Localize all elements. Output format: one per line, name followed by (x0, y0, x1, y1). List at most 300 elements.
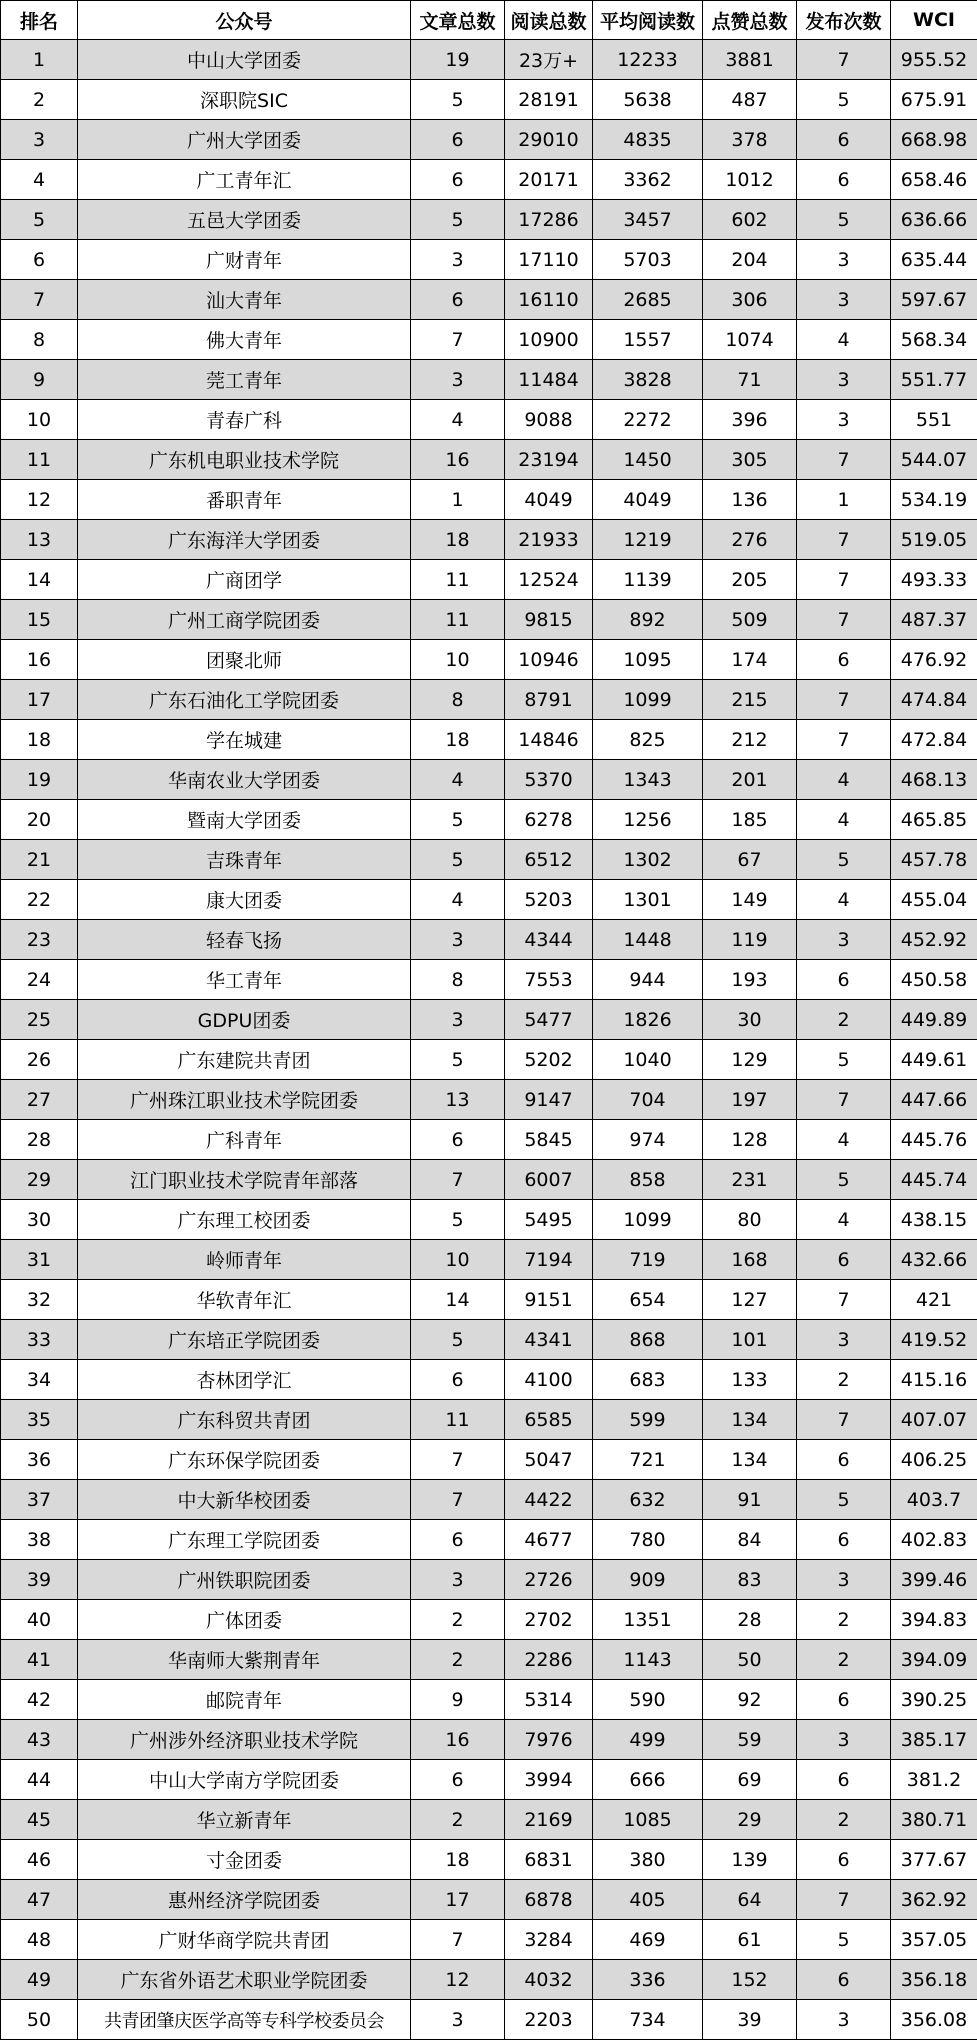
account-name-cell: 广商团学 (78, 560, 411, 600)
account-name-cell: 莞工青年 (78, 360, 411, 400)
average-reads-cell: 909 (593, 1560, 703, 1600)
total-likes-cell: 378 (703, 120, 797, 160)
rank-cell: 31 (1, 1240, 78, 1280)
article-count-cell: 5 (411, 840, 505, 880)
table-row (1, 1560, 977, 1600)
account-name-cell: 邮院青年 (78, 1680, 411, 1720)
publish-count-cell: 7 (797, 560, 891, 600)
wci-cell: 407.07 (891, 1400, 977, 1440)
rank-cell: 43 (1, 1720, 78, 1760)
average-reads-cell: 1450 (593, 440, 703, 480)
wci-cell: 476.92 (891, 640, 977, 680)
account-name-cell: 番职青年 (78, 480, 411, 520)
article-count-cell: 7 (411, 1920, 505, 1960)
article-count-cell: 3 (411, 1560, 505, 1600)
rank-cell: 49 (1, 1960, 78, 2000)
average-reads-cell: 825 (593, 720, 703, 760)
wci-cell: 399.46 (891, 1560, 977, 1600)
average-reads-cell: 3828 (593, 360, 703, 400)
table-row (1, 880, 977, 920)
article-count-cell: 9 (411, 1680, 505, 1720)
account-name-cell: 华南农业大学团委 (78, 760, 411, 800)
wci-cell: 450.58 (891, 960, 977, 1000)
header-row (1, 1, 977, 40)
table-row (1, 1320, 977, 1360)
total-likes-cell: 69 (703, 1760, 797, 1800)
rank-cell: 36 (1, 1440, 78, 1480)
table-row (1, 1720, 977, 1760)
account-name-cell: 康大团委 (78, 880, 411, 920)
article-count-cell: 17 (411, 1880, 505, 1920)
total-reads-cell: 10900 (505, 320, 593, 360)
table-row (1, 760, 977, 800)
table-row (1, 600, 977, 640)
article-count-cell: 14 (411, 1280, 505, 1320)
article-count-cell: 5 (411, 1200, 505, 1240)
table-row (1, 40, 977, 80)
average-reads-cell: 1826 (593, 1000, 703, 1040)
account-name-cell: 广东机电职业技术学院 (78, 440, 411, 480)
average-reads-cell: 3362 (593, 160, 703, 200)
total-reads-cell: 4344 (505, 920, 593, 960)
total-reads-cell: 5477 (505, 1000, 593, 1040)
wci-cell: 465.85 (891, 800, 977, 840)
wci-cell: 493.33 (891, 560, 977, 600)
average-reads-cell: 336 (593, 1960, 703, 2000)
publish-count-cell: 3 (797, 240, 891, 280)
article-count-cell: 7 (411, 1440, 505, 1480)
total-reads-cell: 2203 (505, 2000, 593, 2040)
rank-cell: 2 (1, 80, 78, 120)
wci-cell: 597.67 (891, 280, 977, 320)
article-count-cell: 6 (411, 160, 505, 200)
total-reads-cell: 4341 (505, 1320, 593, 1360)
account-name-cell: 五邑大学团委 (78, 200, 411, 240)
average-reads-cell: 1085 (593, 1800, 703, 1840)
wci-cell: 415.16 (891, 1360, 977, 1400)
total-likes-cell: 149 (703, 880, 797, 920)
article-count-cell: 4 (411, 760, 505, 800)
account-name-cell: 中山大学团委 (78, 40, 411, 80)
publish-count-cell: 6 (797, 1240, 891, 1280)
article-count-cell: 6 (411, 1760, 505, 1800)
total-likes-cell: 204 (703, 240, 797, 280)
header-wci: WCI (891, 1, 977, 40)
average-reads-cell: 1351 (593, 1600, 703, 1640)
article-count-cell: 8 (411, 680, 505, 720)
total-likes-cell: 83 (703, 1560, 797, 1600)
total-likes-cell: 92 (703, 1680, 797, 1720)
table-row (1, 1680, 977, 1720)
total-reads-cell: 23194 (505, 440, 593, 480)
total-likes-cell: 91 (703, 1480, 797, 1520)
total-reads-cell: 6512 (505, 840, 593, 880)
publish-count-cell: 4 (797, 760, 891, 800)
wci-cell: 544.07 (891, 440, 977, 480)
article-count-cell: 11 (411, 560, 505, 600)
average-reads-cell: 666 (593, 1760, 703, 1800)
rank-cell: 37 (1, 1480, 78, 1520)
table-row (1, 280, 977, 320)
rank-cell: 45 (1, 1800, 78, 1840)
table-row (1, 160, 977, 200)
wci-cell: 551.77 (891, 360, 977, 400)
wci-cell: 357.05 (891, 1920, 977, 1960)
rank-cell: 17 (1, 680, 78, 720)
table-row (1, 200, 977, 240)
account-name-cell: 广东海洋大学团委 (78, 520, 411, 560)
table-row (1, 80, 977, 120)
publish-count-cell: 7 (797, 1280, 891, 1320)
publish-count-cell: 6 (797, 1840, 891, 1880)
rank-cell: 38 (1, 1520, 78, 1560)
account-name-cell: 中山大学南方学院团委 (78, 1760, 411, 1800)
wci-cell: 568.34 (891, 320, 977, 360)
wci-cell: 487.37 (891, 600, 977, 640)
rank-cell: 6 (1, 240, 78, 280)
total-likes-cell: 67 (703, 840, 797, 880)
total-likes-cell: 133 (703, 1360, 797, 1400)
account-name-cell: 江门职业技术学院青年部落 (78, 1160, 411, 1200)
total-likes-cell: 193 (703, 960, 797, 1000)
rank-cell: 44 (1, 1760, 78, 1800)
header-total-likes: 点赞总数 (703, 1, 797, 40)
total-reads-cell: 6831 (505, 1840, 593, 1880)
wci-cell: 472.84 (891, 720, 977, 760)
total-reads-cell: 16110 (505, 280, 593, 320)
account-name-cell: 广财青年 (78, 240, 411, 280)
rank-cell: 47 (1, 1880, 78, 1920)
total-likes-cell: 134 (703, 1440, 797, 1480)
average-reads-cell: 719 (593, 1240, 703, 1280)
wci-cell: 658.46 (891, 160, 977, 200)
article-count-cell: 2 (411, 1600, 505, 1640)
total-likes-cell: 197 (703, 1080, 797, 1120)
average-reads-cell: 892 (593, 600, 703, 640)
account-name-cell: 汕大青年 (78, 280, 411, 320)
account-name-cell: 广东建院共青团 (78, 1040, 411, 1080)
publish-count-cell: 7 (797, 680, 891, 720)
wci-cell: 449.89 (891, 1000, 977, 1040)
total-reads-cell: 7976 (505, 1720, 593, 1760)
article-count-cell: 13 (411, 1080, 505, 1120)
account-name-cell: 广州铁职院团委 (78, 1560, 411, 1600)
account-name-cell: 广州涉外经济职业技术学院 (78, 1720, 411, 1760)
total-reads-cell: 2286 (505, 1640, 593, 1680)
average-reads-cell: 1219 (593, 520, 703, 560)
total-reads-cell: 9147 (505, 1080, 593, 1120)
total-likes-cell: 134 (703, 1400, 797, 1440)
rank-cell: 34 (1, 1360, 78, 1400)
average-reads-cell: 704 (593, 1080, 703, 1120)
total-likes-cell: 71 (703, 360, 797, 400)
average-reads-cell: 632 (593, 1480, 703, 1520)
account-name-cell: 广东培正学院团委 (78, 1320, 411, 1360)
publish-count-cell: 6 (797, 640, 891, 680)
total-likes-cell: 602 (703, 200, 797, 240)
rank-cell: 39 (1, 1560, 78, 1600)
rank-cell: 41 (1, 1640, 78, 1680)
average-reads-cell: 1343 (593, 760, 703, 800)
header-article-count: 文章总数 (411, 1, 505, 40)
wci-cell: 394.83 (891, 1600, 977, 1640)
average-reads-cell: 1099 (593, 1200, 703, 1240)
rank-cell: 40 (1, 1600, 78, 1640)
wci-cell: 356.18 (891, 1960, 977, 2000)
total-reads-cell: 5314 (505, 1680, 593, 1720)
total-reads-cell: 4677 (505, 1520, 593, 1560)
publish-count-cell: 3 (797, 400, 891, 440)
publish-count-cell: 2 (797, 1000, 891, 1040)
account-name-cell: GDPU团委 (78, 1000, 411, 1040)
wci-cell: 551 (891, 400, 977, 440)
total-reads-cell: 17286 (505, 200, 593, 240)
table-row (1, 840, 977, 880)
publish-count-cell: 7 (797, 1880, 891, 1920)
table-row (1, 1520, 977, 1560)
wci-cell: 675.91 (891, 80, 977, 120)
total-reads-cell: 20171 (505, 160, 593, 200)
publish-count-cell: 4 (797, 1200, 891, 1240)
account-name-cell: 中大新华校团委 (78, 1480, 411, 1520)
table-row (1, 1120, 977, 1160)
rank-cell: 13 (1, 520, 78, 560)
total-likes-cell: 201 (703, 760, 797, 800)
account-name-cell: 惠州经济学院团委 (78, 1880, 411, 1920)
article-count-cell: 3 (411, 360, 505, 400)
total-reads-cell: 4422 (505, 1480, 593, 1520)
rank-cell: 7 (1, 280, 78, 320)
rank-cell: 42 (1, 1680, 78, 1720)
average-reads-cell: 1301 (593, 880, 703, 920)
total-likes-cell: 84 (703, 1520, 797, 1560)
account-name-cell: 广州大学团委 (78, 120, 411, 160)
total-reads-cell: 2726 (505, 1560, 593, 1600)
article-count-cell: 3 (411, 2000, 505, 2040)
header-rank: 排名 (1, 1, 78, 40)
wci-cell: 362.92 (891, 1880, 977, 1920)
article-count-cell: 2 (411, 1800, 505, 1840)
publish-count-cell: 7 (797, 1080, 891, 1120)
total-likes-cell: 28 (703, 1600, 797, 1640)
publish-count-cell: 5 (797, 200, 891, 240)
publish-count-cell: 7 (797, 40, 891, 80)
total-likes-cell: 168 (703, 1240, 797, 1280)
table-row (1, 1040, 977, 1080)
total-likes-cell: 3881 (703, 40, 797, 80)
rank-cell: 26 (1, 1040, 78, 1080)
wci-cell: 474.84 (891, 680, 977, 720)
total-reads-cell: 4100 (505, 1360, 593, 1400)
article-count-cell: 5 (411, 1320, 505, 1360)
total-reads-cell: 29010 (505, 120, 593, 160)
total-likes-cell: 1074 (703, 320, 797, 360)
total-likes-cell: 39 (703, 2000, 797, 2040)
total-likes-cell: 487 (703, 80, 797, 120)
header-average-reads: 平均阅读数 (593, 1, 703, 40)
average-reads-cell: 858 (593, 1160, 703, 1200)
total-likes-cell: 276 (703, 520, 797, 560)
article-count-cell: 6 (411, 1360, 505, 1400)
total-reads-cell: 8791 (505, 680, 593, 720)
total-reads-cell: 6585 (505, 1400, 593, 1440)
total-likes-cell: 185 (703, 800, 797, 840)
total-likes-cell: 127 (703, 1280, 797, 1320)
table-row (1, 1240, 977, 1280)
header-account: 公众号 (78, 1, 411, 40)
wci-cell: 406.25 (891, 1440, 977, 1480)
publish-count-cell: 7 (797, 1400, 891, 1440)
table-row (1, 1760, 977, 1800)
total-reads-cell: 7194 (505, 1240, 593, 1280)
rank-cell: 19 (1, 760, 78, 800)
total-likes-cell: 61 (703, 1920, 797, 1960)
publish-count-cell: 5 (797, 1920, 891, 1960)
average-reads-cell: 4835 (593, 120, 703, 160)
article-count-cell: 8 (411, 960, 505, 1000)
wci-cell: 394.09 (891, 1640, 977, 1680)
table-row (1, 520, 977, 560)
rank-cell: 29 (1, 1160, 78, 1200)
account-name-cell: 学在城建 (78, 720, 411, 760)
table-row (1, 920, 977, 960)
publish-count-cell: 5 (797, 1480, 891, 1520)
publish-count-cell: 3 (797, 2000, 891, 2040)
average-reads-cell: 734 (593, 2000, 703, 2040)
total-reads-cell: 5047 (505, 1440, 593, 1480)
account-name-cell: 广州工商学院团委 (78, 600, 411, 640)
total-likes-cell: 231 (703, 1160, 797, 1200)
rank-cell: 27 (1, 1080, 78, 1120)
total-reads-cell: 3994 (505, 1760, 593, 1800)
rank-cell: 8 (1, 320, 78, 360)
rank-cell: 14 (1, 560, 78, 600)
publish-count-cell: 6 (797, 1680, 891, 1720)
article-count-cell: 16 (411, 440, 505, 480)
account-name-cell: 华立新青年 (78, 1800, 411, 1840)
total-reads-cell: 14846 (505, 720, 593, 760)
total-likes-cell: 174 (703, 640, 797, 680)
wci-cell: 385.17 (891, 1720, 977, 1760)
total-reads-cell: 5370 (505, 760, 593, 800)
header-publish-count: 发布次数 (797, 1, 891, 40)
average-reads-cell: 2272 (593, 400, 703, 440)
account-name-cell: 广东环保学院团委 (78, 1440, 411, 1480)
article-count-cell: 6 (411, 1520, 505, 1560)
rank-cell: 23 (1, 920, 78, 960)
publish-count-cell: 3 (797, 280, 891, 320)
publish-count-cell: 1 (797, 480, 891, 520)
rank-cell: 25 (1, 1000, 78, 1040)
account-name-cell: 华软青年汇 (78, 1280, 411, 1320)
publish-count-cell: 4 (797, 800, 891, 840)
account-name-cell: 团聚北师 (78, 640, 411, 680)
article-count-cell: 5 (411, 200, 505, 240)
total-likes-cell: 29 (703, 1800, 797, 1840)
average-reads-cell: 1040 (593, 1040, 703, 1080)
total-likes-cell: 509 (703, 600, 797, 640)
article-count-cell: 6 (411, 280, 505, 320)
wci-cell: 534.19 (891, 480, 977, 520)
total-likes-cell: 139 (703, 1840, 797, 1880)
total-reads-cell: 28191 (505, 80, 593, 120)
average-reads-cell: 1256 (593, 800, 703, 840)
account-name-cell: 广东科贸共青团 (78, 1400, 411, 1440)
table-row (1, 360, 977, 400)
rank-cell: 12 (1, 480, 78, 520)
wci-cell: 452.92 (891, 920, 977, 960)
average-reads-cell: 944 (593, 960, 703, 1000)
article-count-cell: 6 (411, 1120, 505, 1160)
average-reads-cell: 1143 (593, 1640, 703, 1680)
account-name-cell: 寸金团委 (78, 1840, 411, 1880)
article-count-cell: 11 (411, 1400, 505, 1440)
account-name-cell: 华工青年 (78, 960, 411, 1000)
table-row (1, 1160, 977, 1200)
total-likes-cell: 119 (703, 920, 797, 960)
total-reads-cell: 12524 (505, 560, 593, 600)
article-count-cell: 18 (411, 520, 505, 560)
wci-cell: 445.76 (891, 1120, 977, 1160)
average-reads-cell: 654 (593, 1280, 703, 1320)
account-name-cell: 广东理工学院团委 (78, 1520, 411, 1560)
table-row (1, 720, 977, 760)
account-name-cell: 深职院SIC (78, 80, 411, 120)
article-count-cell: 5 (411, 80, 505, 120)
article-count-cell: 6 (411, 120, 505, 160)
total-reads-cell: 10946 (505, 640, 593, 680)
article-count-cell: 5 (411, 1040, 505, 1080)
article-count-cell: 18 (411, 720, 505, 760)
account-name-cell: 轻春飞扬 (78, 920, 411, 960)
article-count-cell: 19 (411, 40, 505, 80)
rank-cell: 20 (1, 800, 78, 840)
wci-cell: 519.05 (891, 520, 977, 560)
article-count-cell: 5 (411, 800, 505, 840)
account-name-cell: 广科青年 (78, 1120, 411, 1160)
publish-count-cell: 6 (797, 1960, 891, 2000)
header-total-reads: 阅读总数 (505, 1, 593, 40)
article-count-cell: 3 (411, 920, 505, 960)
rank-cell: 11 (1, 440, 78, 480)
article-count-cell: 7 (411, 320, 505, 360)
rank-cell: 1 (1, 40, 78, 80)
table-row (1, 1000, 977, 1040)
average-reads-cell: 2685 (593, 280, 703, 320)
publish-count-cell: 5 (797, 1160, 891, 1200)
rank-cell: 28 (1, 1120, 78, 1160)
table-row (1, 800, 977, 840)
publish-count-cell: 2 (797, 1800, 891, 1840)
table-row (1, 1800, 977, 1840)
total-reads-cell: 21933 (505, 520, 593, 560)
total-likes-cell: 64 (703, 1880, 797, 1920)
article-count-cell: 12 (411, 1960, 505, 2000)
rank-cell: 24 (1, 960, 78, 1000)
wci-cell: 402.83 (891, 1520, 977, 1560)
total-reads-cell: 5495 (505, 1200, 593, 1240)
rank-cell: 3 (1, 120, 78, 160)
publish-count-cell: 7 (797, 440, 891, 480)
article-count-cell: 7 (411, 1160, 505, 1200)
table-row (1, 240, 977, 280)
wci-cell: 377.67 (891, 1840, 977, 1880)
table-row (1, 320, 977, 360)
table-row (1, 1960, 977, 2000)
publish-count-cell: 3 (797, 920, 891, 960)
publish-count-cell: 3 (797, 1720, 891, 1760)
rank-cell: 16 (1, 640, 78, 680)
